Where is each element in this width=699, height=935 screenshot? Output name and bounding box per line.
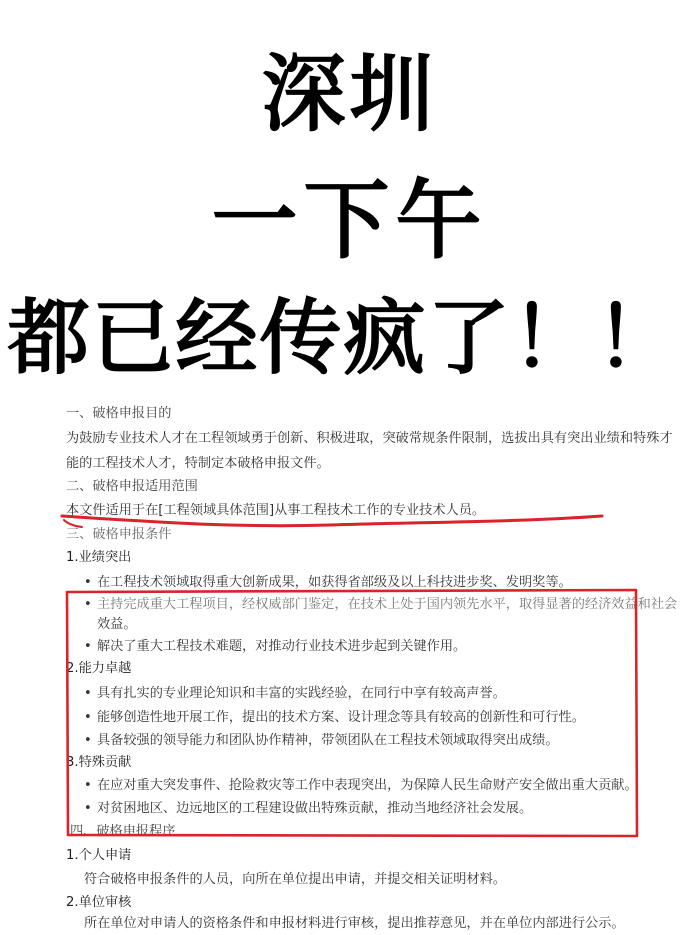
- section-4-title: 四、破格申报程序: [70, 824, 176, 839]
- bullet-dot: •: [84, 801, 92, 816]
- bullet-dot: •: [84, 710, 92, 725]
- red-highlight-box: [67, 590, 637, 836]
- condition-1-bullet-2-line-2: 效益。: [97, 617, 137, 632]
- headline-line-2: 一下午: [211, 171, 488, 271]
- red-underline-tail: [64, 520, 82, 527]
- red-underline-stroke: [62, 516, 602, 526]
- section-2-paragraph: 本文件适用于在[工程领域具体范围]从事工程技术工作的专业技术人员。: [66, 503, 486, 518]
- procedure-2-title: 2.单位审核: [66, 895, 132, 910]
- condition-2-title: 2.能力卓越: [66, 661, 132, 676]
- bullet-dot: •: [84, 575, 92, 590]
- section-2-title: 二、破格申报适用范围: [66, 479, 198, 494]
- condition-3-bullet-1: 在应对重大突发事件、抢险救灾等工作中表现突出，为保障人民生命财产安全做出重大贡献。: [97, 778, 638, 793]
- bullet-dot: •: [84, 597, 92, 612]
- condition-1-bullet-1: 在工程技术领域取得重大创新成果，如获得省部级及以上科技进步奖、发明奖等。: [97, 575, 572, 590]
- section-3-title: 三、破格申报条件: [66, 527, 172, 542]
- condition-2-bullet-1: 具有扎实的专业理论知识和丰富的实践经验，在同行中享有较高声誉。: [97, 686, 506, 701]
- bullet-dot: •: [84, 733, 92, 748]
- condition-2-bullet-2: 能够创造性地开展工作，提出的技术方案、设计理念等具有较高的创新性和可行性。: [97, 710, 585, 725]
- bullet-dot: •: [84, 686, 92, 701]
- procedure-1-text: 符合破格申报条件的人员，向所在单位提出申请，并提交相关证明材料。: [84, 872, 506, 887]
- condition-1-bullet-2-line-1: 主持完成重大工程项目，经权威部门鉴定，在技术上处于国内领先水平，取得显著的经济效益和社会: [97, 597, 678, 612]
- section-1-title: 一、破格申报目的: [66, 406, 172, 421]
- procedure-2-text: 所在单位对申请人的资格条件和申报材料进行审核，提出推荐意见，并在单位内部进行公示。: [84, 916, 625, 931]
- condition-2-bullet-3: 具备较强的领导能力和团队协作精神，带领团队在工程技术领域取得突出成绩。: [97, 733, 559, 748]
- condition-3-title: 3.特殊贡献: [66, 755, 132, 770]
- section-1-paragraph-line-2: 能的工程技术人才，特制定本破格申报文件。: [66, 456, 330, 471]
- condition-3-bullet-2: 对贫困地区、边远地区的工程建设做出特殊贡献，推动当地经济社会发展。: [97, 801, 533, 816]
- condition-1-title: 1.业绩突出: [66, 550, 132, 565]
- section-1-paragraph-line-1: 为鼓励专业技术人才在工程领域勇于创新、积极进取，突破常规条件限制，选拔出具有突出业绩和特殊才: [66, 431, 673, 446]
- headline-line-3: 都已经传疯了！！: [7, 291, 680, 386]
- procedure-1-title: 1.个人申请: [66, 848, 132, 863]
- condition-1-bullet-3: 解决了重大工程技术难题，对推动行业技术进步起到关键作用。: [97, 639, 467, 654]
- bullet-dot: •: [84, 778, 92, 793]
- headline-line-1: 深圳: [261, 45, 438, 143]
- bullet-dot: •: [84, 639, 92, 654]
